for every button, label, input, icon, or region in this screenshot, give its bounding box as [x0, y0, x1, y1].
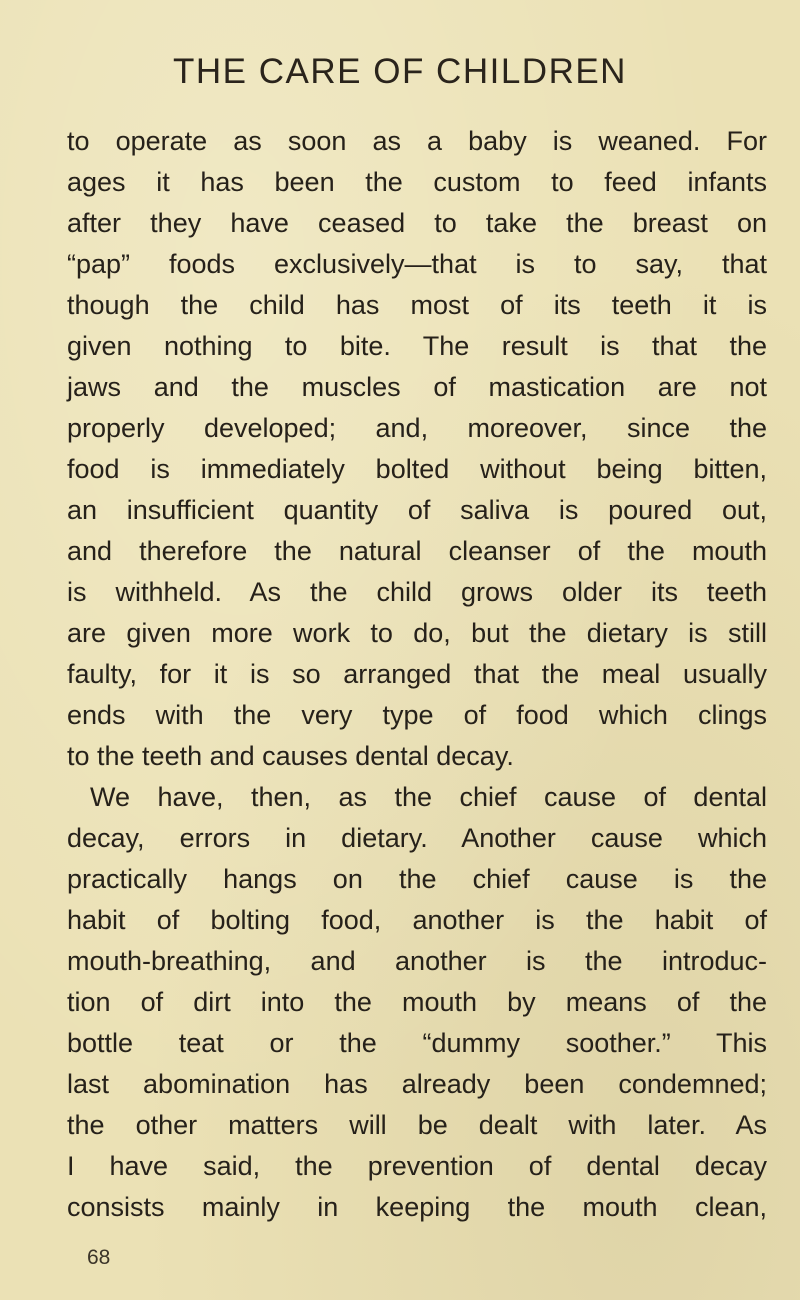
text-line: food is immediately bolted without being bitten,: [67, 454, 767, 484]
text-line: and therefore the natural cleanser of the mouth: [67, 536, 767, 566]
text-line: last abomination has already been condemned;: [67, 1069, 767, 1099]
text-line: tion of dirt into the mouth by means of the: [67, 987, 767, 1017]
text-line: ends with the very type of food which clings: [67, 700, 767, 730]
text-line: mouth-breathing, and another is the introduc-: [67, 946, 767, 976]
text-line: the other matters will be dealt with later. As: [67, 1110, 767, 1140]
text-line: habit of bolting food, another is the habit of: [67, 905, 767, 935]
text-line: consists mainly in keeping the mouth clean,: [67, 1192, 767, 1222]
text-line: given nothing to bite. The result is that the: [67, 331, 767, 361]
text-line: after they have ceased to take the breast on: [67, 208, 767, 238]
running-head: THE CARE OF CHILDREN: [173, 52, 627, 91]
text-line: bottle teat or the “dummy soother.” This: [67, 1028, 767, 1058]
text-line: is withheld. As the child grows older its teeth: [67, 577, 767, 607]
page-number: 68: [87, 1246, 111, 1269]
text-line: decay, errors in dietary. Another cause which: [67, 823, 767, 853]
text-line: are given more work to do, but the dietary is still: [67, 618, 767, 648]
text-line: “pap” foods exclusively—that is to say, that: [67, 249, 767, 279]
text-line: properly developed; and, moreover, since the: [67, 413, 767, 443]
paragraph-start-line: We have, then, as the chief cause of dental: [90, 782, 767, 812]
text-line: I have said, the prevention of dental decay: [67, 1151, 767, 1181]
paragraph-end-line: to the teeth and causes dental decay.: [67, 741, 514, 771]
text-line: though the child has most of its teeth it is: [67, 290, 767, 320]
text-line: ages it has been the custom to feed infants: [67, 167, 767, 197]
text-line: to operate as soon as a baby is weaned. For: [67, 126, 767, 156]
text-line: faulty, for it is so arranged that the meal usually: [67, 659, 767, 689]
body-text: [67, 121, 767, 1228]
text-line: an insufficient quantity of saliva is poured out,: [67, 495, 767, 525]
text-line: jaws and the muscles of mastication are not: [67, 372, 767, 402]
text-line: practically hangs on the chief cause is the: [67, 864, 767, 894]
